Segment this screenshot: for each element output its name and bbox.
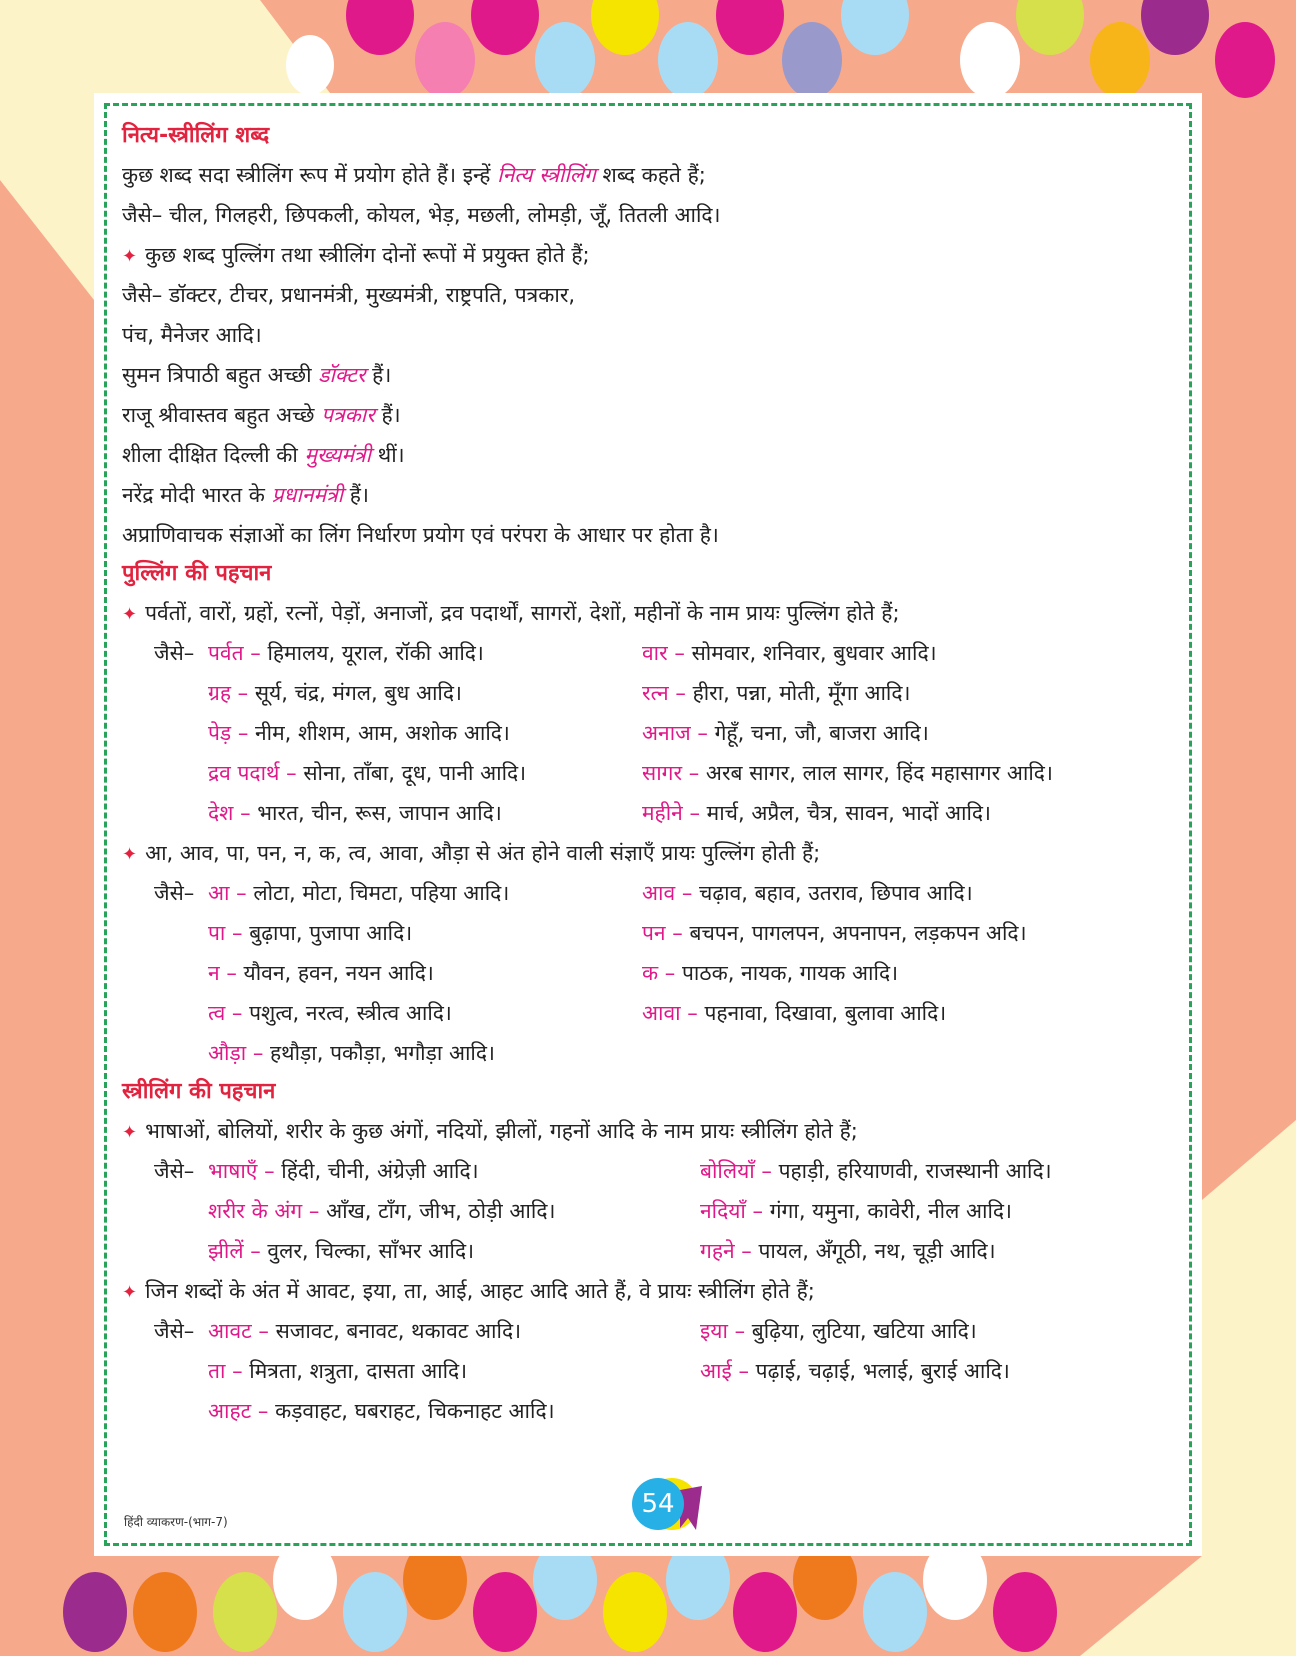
keyword: अनाज –	[642, 721, 708, 745]
emphasis: पत्रकार	[321, 403, 375, 427]
text: थीं।	[371, 443, 405, 467]
text: कुछ शब्द पुल्लिंग तथा स्त्रीलिंग दोनों रूपों में प्रयुक्त होते हैं;	[145, 243, 590, 267]
bullet-line	[122, 1271, 1188, 1311]
text-line: अप्राणिवाचक संज्ञाओं का लिंग निर्धारण प्रयोग एवं परंपरा के आधार पर होता है।	[122, 523, 719, 547]
examples: बुढ़िया, लुटिया, खटिया आदि।	[751, 1319, 977, 1343]
text: शीला दीक्षित दिल्ली की	[122, 443, 305, 467]
example-row	[122, 673, 1188, 713]
examples: पढ़ाई, चढ़ाई, भलाई, बुराई आदि।	[755, 1359, 1010, 1383]
example-row	[122, 753, 1188, 793]
star-bullet-icon: ✦	[122, 844, 138, 865]
keyword: आवा –	[642, 1001, 698, 1025]
example-row	[122, 873, 1188, 913]
book-title: हिंदी व्याकरण-(भाग-7)	[124, 1515, 228, 1529]
keyword: बोलियाँ –	[700, 1159, 772, 1183]
text: नरेंद्र मोदी भारत के	[122, 483, 272, 507]
examples: बचपन, पागलपन, अपनापन, लड़कपन अदि।	[689, 921, 1027, 945]
emphasis: प्रधानमंत्री	[271, 483, 344, 507]
text: पर्वतों, वारों, ग्रहों, रत्नों, पेड़ों, अनाजों, द्रव पदार्थों, सागरों, देशों, महीनों के नाम प्रायः पुल्लिंग होते हैं;	[145, 601, 900, 625]
text-line: पंच, मैनेजर आदि।	[122, 323, 262, 347]
keyword: आ –	[208, 881, 247, 905]
examples: पहाड़ी, हरियाणवी, राजस्थानी आदि।	[778, 1159, 1052, 1183]
example-line	[122, 435, 1188, 475]
keyword: नदियाँ –	[700, 1199, 764, 1223]
examples: नीम, शीशम, आम, अशोक आदि।	[255, 721, 510, 745]
text: हैं।	[365, 363, 392, 387]
keyword: आई –	[700, 1359, 749, 1383]
keyword: ता –	[208, 1359, 243, 1383]
examples: गंगा, यमुना, कावेरी, नील आदि।	[769, 1199, 1012, 1223]
examples: हथौड़ा, पकौड़ा, भगौड़ा आदि।	[270, 1041, 495, 1065]
example-row	[122, 1351, 1188, 1391]
examples: हीरा, पन्ना, मोती, मूँगा आदि।	[692, 681, 911, 705]
example-row	[122, 713, 1188, 753]
jaise-label: जैसे–	[154, 641, 195, 665]
examples: लोटा, मोटा, चिमटा, पहिया आदि।	[253, 881, 510, 905]
text: जिन शब्दों के अंत में आवट, इया, ता, आई, आहट आदि आते हैं, वे प्रायः स्त्रीलिंग होते हैं;	[145, 1279, 815, 1303]
example-line	[122, 475, 1188, 515]
text: हैं।	[343, 483, 369, 507]
jaise-label: जैसे–	[154, 1319, 195, 1343]
section-title-pulling: पुल्लिंग की पहचान	[122, 561, 272, 586]
page-content	[122, 117, 1188, 1431]
examples: यौवन, हवन, नयन आदि।	[243, 961, 434, 985]
keyword: शरीर के अंग –	[208, 1199, 320, 1223]
text: हैं।	[374, 403, 401, 427]
example-row	[122, 1151, 1188, 1191]
example-line	[122, 355, 1188, 395]
pulling-examples-1	[122, 633, 1188, 833]
text: भाषाओं, बोलियों, शरीर के कुछ अंगों, नदियों, झीलों, गहनों आदि के नाम प्रायः स्त्रीलिंग होते हैं;	[145, 1119, 858, 1143]
keyword: झीलें –	[208, 1239, 261, 1263]
keyword: पेड़ –	[208, 721, 249, 745]
examples: गेहूँ, चना, जौ, बाजरा आदि।	[714, 721, 929, 745]
keyword: पन –	[642, 921, 683, 945]
pulling-examples-2	[122, 873, 1188, 1073]
examples: सूर्य, चंद्र, मंगल, बुध आदि।	[254, 681, 462, 705]
text: राजू श्रीवास्तव बहुत अच्छे	[122, 403, 322, 427]
page-number-badge	[622, 1472, 732, 1532]
text-line: जैसे– चील, गिलहरी, छिपकली, कोयल, भेड़, मछली, लोमड़ी, जूँ, तितली आदि।	[122, 203, 721, 227]
examples: पहनावा, दिखावा, बुलावा आदि।	[704, 1001, 947, 1025]
text: सुमन त्रिपाठी बहुत अच्छी	[122, 363, 319, 387]
striling-examples-1	[122, 1151, 1188, 1271]
examples: पायल, अँगूठी, नथ, चूड़ी आदि।	[758, 1239, 996, 1263]
examples: अरब सागर, लाल सागर, हिंद महासागर आदि।	[705, 761, 1053, 785]
page-number: 54	[632, 1478, 684, 1530]
keyword: क –	[642, 961, 676, 985]
bullet-line	[122, 833, 1188, 873]
text: कुछ शब्द सदा स्त्रीलिंग रूप में प्रयोग होते हैं। इन्हें	[122, 163, 498, 187]
section-title-nitya-striling: नित्य-स्त्रीलिंग शब्द	[122, 123, 270, 148]
star-bullet-icon: ✦	[122, 1122, 138, 1143]
examples: सजावट, बनावट, थकावट आदि।	[275, 1319, 522, 1343]
text: आ, आव, पा, पन, न, क, त्व, आवा, औड़ा से अंत होने वाली संज्ञाएँ प्रायः पुल्लिंग होती हैं;	[145, 841, 821, 865]
keyword: आहट –	[208, 1399, 269, 1423]
jaise-label: जैसे–	[154, 881, 195, 905]
example-row	[122, 953, 1188, 993]
bullet-line	[122, 593, 1188, 633]
examples: पाठक, नायक, गायक आदि।	[682, 961, 899, 985]
example-row	[122, 913, 1188, 953]
page-card	[94, 93, 1202, 1556]
example-row	[122, 1311, 1188, 1351]
keyword: इया –	[700, 1319, 746, 1343]
examples: मार्च, अप्रैल, चैत्र, सावन, भादों आदि।	[706, 801, 992, 825]
bullet-line	[122, 235, 1188, 275]
keyword: आव –	[642, 881, 693, 905]
text: शब्द कहते हैं;	[595, 163, 706, 187]
star-bullet-icon: ✦	[122, 604, 138, 625]
text-line	[122, 155, 1188, 195]
example-row	[122, 793, 1188, 833]
keyword: देश –	[208, 801, 251, 825]
keyword: गहने –	[700, 1239, 752, 1263]
keyword: महीने –	[642, 801, 700, 825]
examples: चढ़ाव, बहाव, उतराव, छिपाव आदि।	[699, 881, 973, 905]
example-row	[122, 1191, 1188, 1231]
keyword: पा –	[208, 921, 243, 945]
striling-examples-2	[122, 1311, 1188, 1431]
examples: बुढ़ापा, पुजापा आदि।	[249, 921, 413, 945]
example-row	[122, 1231, 1188, 1271]
keyword: द्रव पदार्थ –	[208, 761, 297, 785]
keyword: पर्वत –	[208, 641, 261, 665]
examples: सोमवार, शनिवार, बुधवार आदि।	[691, 641, 937, 665]
examples: पशुत्व, नरत्व, स्त्रीत्व आदि।	[249, 1001, 452, 1025]
example-row	[122, 633, 1188, 673]
keyword: ग्रह –	[208, 681, 249, 705]
keyword: वार –	[642, 641, 685, 665]
example-row	[122, 1391, 1188, 1431]
top-dots	[286, 0, 1275, 98]
example-line	[122, 395, 1188, 435]
jaise-label: जैसे–	[154, 1159, 195, 1183]
star-bullet-icon: ✦	[122, 246, 138, 267]
examples: हिंदी, चीनी, अंग्रेज़ी आदि।	[281, 1159, 479, 1183]
emphasis: मुख्यमंत्री	[304, 443, 372, 467]
keyword: औड़ा –	[208, 1041, 264, 1065]
emphasis: नित्य स्त्रीलिंग	[497, 163, 596, 187]
section-title-striling: स्त्रीलिंग की पहचान	[122, 1079, 276, 1104]
keyword: सागर –	[642, 761, 700, 785]
star-bullet-icon: ✦	[122, 1282, 138, 1303]
text-line: जैसे– डॉक्टर, टीचर, प्रधानमंत्री, मुख्यमंत्री, राष्ट्रपति, पत्रकार,	[122, 283, 576, 307]
keyword: रत्न –	[642, 681, 686, 705]
examples: मित्रता, शत्रुता, दासता आदि।	[249, 1359, 468, 1383]
examples: सोना, ताँबा, दूध, पानी आदि।	[303, 761, 527, 785]
emphasis: डॉक्टर	[318, 363, 366, 387]
keyword: त्व –	[208, 1001, 243, 1025]
bottom-dots	[63, 1540, 1057, 1652]
example-row	[122, 1033, 1188, 1073]
examples: हिमालय, यूराल, रॉकी आदि।	[267, 641, 484, 665]
example-row	[122, 993, 1188, 1033]
examples: भारत, चीन, रूस, जापान आदि।	[257, 801, 502, 825]
keyword: आवट –	[208, 1319, 269, 1343]
examples: आँख, टाँग, जीभ, ठोड़ी आदि।	[326, 1199, 556, 1223]
examples: वुलर, चिल्का, साँभर आदि।	[267, 1239, 475, 1263]
keyword: भाषाएँ –	[208, 1159, 275, 1183]
keyword: न –	[208, 961, 237, 985]
bullet-line	[122, 1111, 1188, 1151]
examples: कड़वाहट, घबराहट, चिकनाहट आदि।	[275, 1399, 555, 1423]
